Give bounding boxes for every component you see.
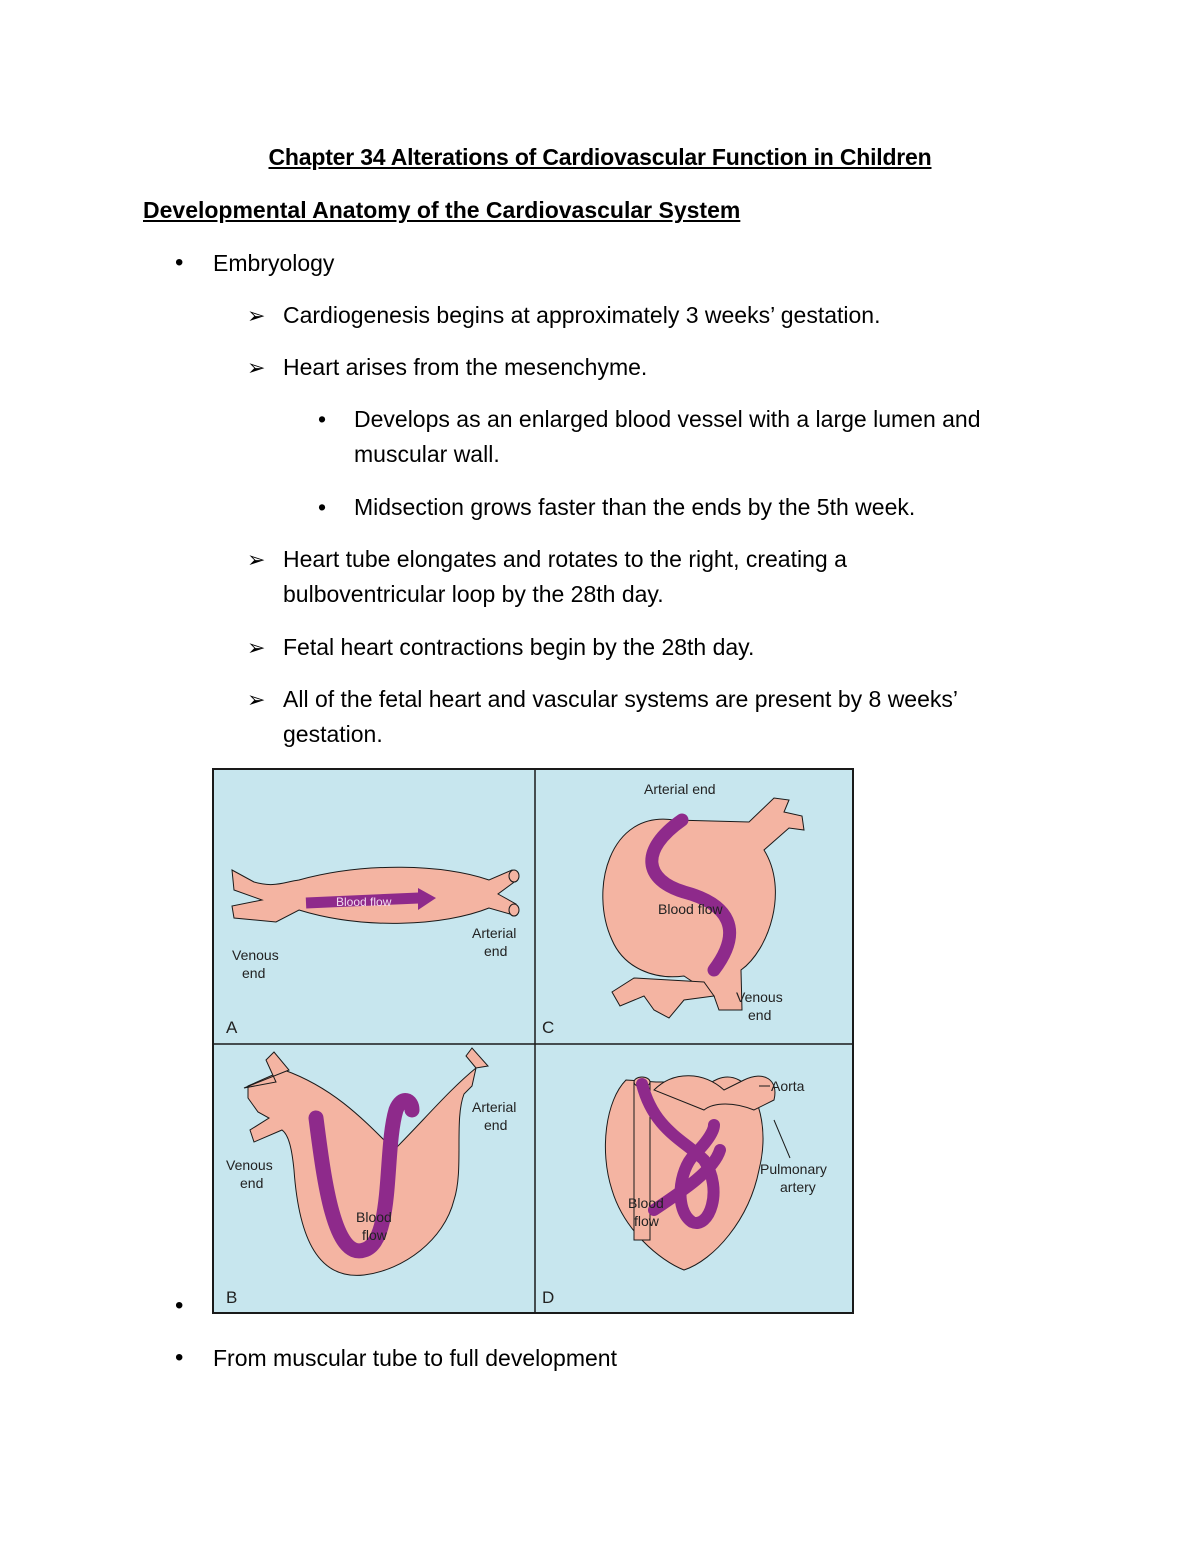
list-item: Heart arises from the mesenchyme. <box>283 354 648 380</box>
list-item: Heart tube elongates and rotates to the right, creating a <box>283 546 847 572</box>
panel-letter: B <box>226 1288 238 1307</box>
panel-letter: D <box>542 1288 555 1307</box>
flow-label: Blood <box>628 1195 664 1211</box>
venous-label: Venous <box>232 947 279 963</box>
aorta-label: Aorta <box>771 1078 805 1094</box>
pulmonary-label: artery <box>780 1179 816 1195</box>
arterial-label: Arterial <box>472 1099 517 1115</box>
venous-label: end <box>748 1007 772 1023</box>
panel-letter: A <box>226 1018 238 1037</box>
flow-label: Blood flow <box>658 901 723 917</box>
panel-c <box>542 781 804 1037</box>
list-item: Develops as an enlarged blood vessel with a large lumen and <box>354 406 981 432</box>
list-item: From muscular tube to full development <box>213 1345 617 1371</box>
list-item-continued: bulboventricular loop by the 28th day. <box>283 581 664 607</box>
venous-label: Venous <box>226 1157 273 1173</box>
arterial-label: end <box>484 1117 508 1133</box>
bullet-icon: • <box>175 249 184 276</box>
list-item-continued: muscular wall. <box>354 441 500 467</box>
panel-d <box>542 1076 827 1307</box>
panel-b <box>226 1048 516 1307</box>
flow-label: Blood flow <box>336 895 392 909</box>
panel-a <box>226 867 519 1037</box>
venous-label: end <box>240 1175 264 1191</box>
flow-label: Blood <box>356 1209 392 1225</box>
vessel-opening <box>509 870 519 882</box>
section-heading: Developmental Anatomy of the Cardiovascular System <box>143 197 741 223</box>
venous-label: Venous <box>736 989 783 1005</box>
arrow-bullet-icon: ➢ <box>247 687 266 712</box>
arrow-bullet-icon: ➢ <box>247 355 266 380</box>
bullet-icon: • <box>318 406 327 432</box>
vessel-branch <box>466 1048 488 1068</box>
list-item: Cardiogenesis begins at approximately 3 weeks’ gestation. <box>283 302 881 328</box>
arterial-label: Arterial <box>472 925 517 941</box>
embryology-item: Embryology <box>213 250 335 276</box>
venous-label: end <box>242 965 266 981</box>
pulmonary-label: Pulmonary <box>760 1161 827 1177</box>
list-item-continued: gestation. <box>283 721 383 747</box>
arrow-bullet-icon: ➢ <box>247 303 266 328</box>
bullet-icon: • <box>318 494 327 520</box>
figure-svg <box>214 770 852 1312</box>
heart-development-figure <box>212 768 854 1314</box>
arterial-label: Arterial end <box>644 781 716 797</box>
bullet-icon: • <box>175 1292 184 1319</box>
arrow-bullet-icon: ➢ <box>247 635 266 660</box>
chapter-title: Chapter 34 Alterations of Cardiovascular Function in Children <box>268 144 932 170</box>
list-item: Midsection grows faster than the ends by the 5th week. <box>354 494 916 520</box>
flow-label: flow <box>634 1213 659 1229</box>
panel-letter: C <box>542 1018 555 1037</box>
arterial-label: end <box>484 943 508 959</box>
venous-branches <box>612 978 714 1018</box>
list-item: Fetal heart contractions begin by the 28th day. <box>283 634 755 660</box>
list-item: All of the fetal heart and vascular systems are present by 8 weeks’ <box>283 686 958 712</box>
bullet-icon: • <box>175 1344 184 1371</box>
vessel-opening <box>509 904 519 916</box>
flow-label: flow <box>362 1227 387 1243</box>
arrow-bullet-icon: ➢ <box>247 547 266 572</box>
leader-line <box>774 1120 790 1158</box>
